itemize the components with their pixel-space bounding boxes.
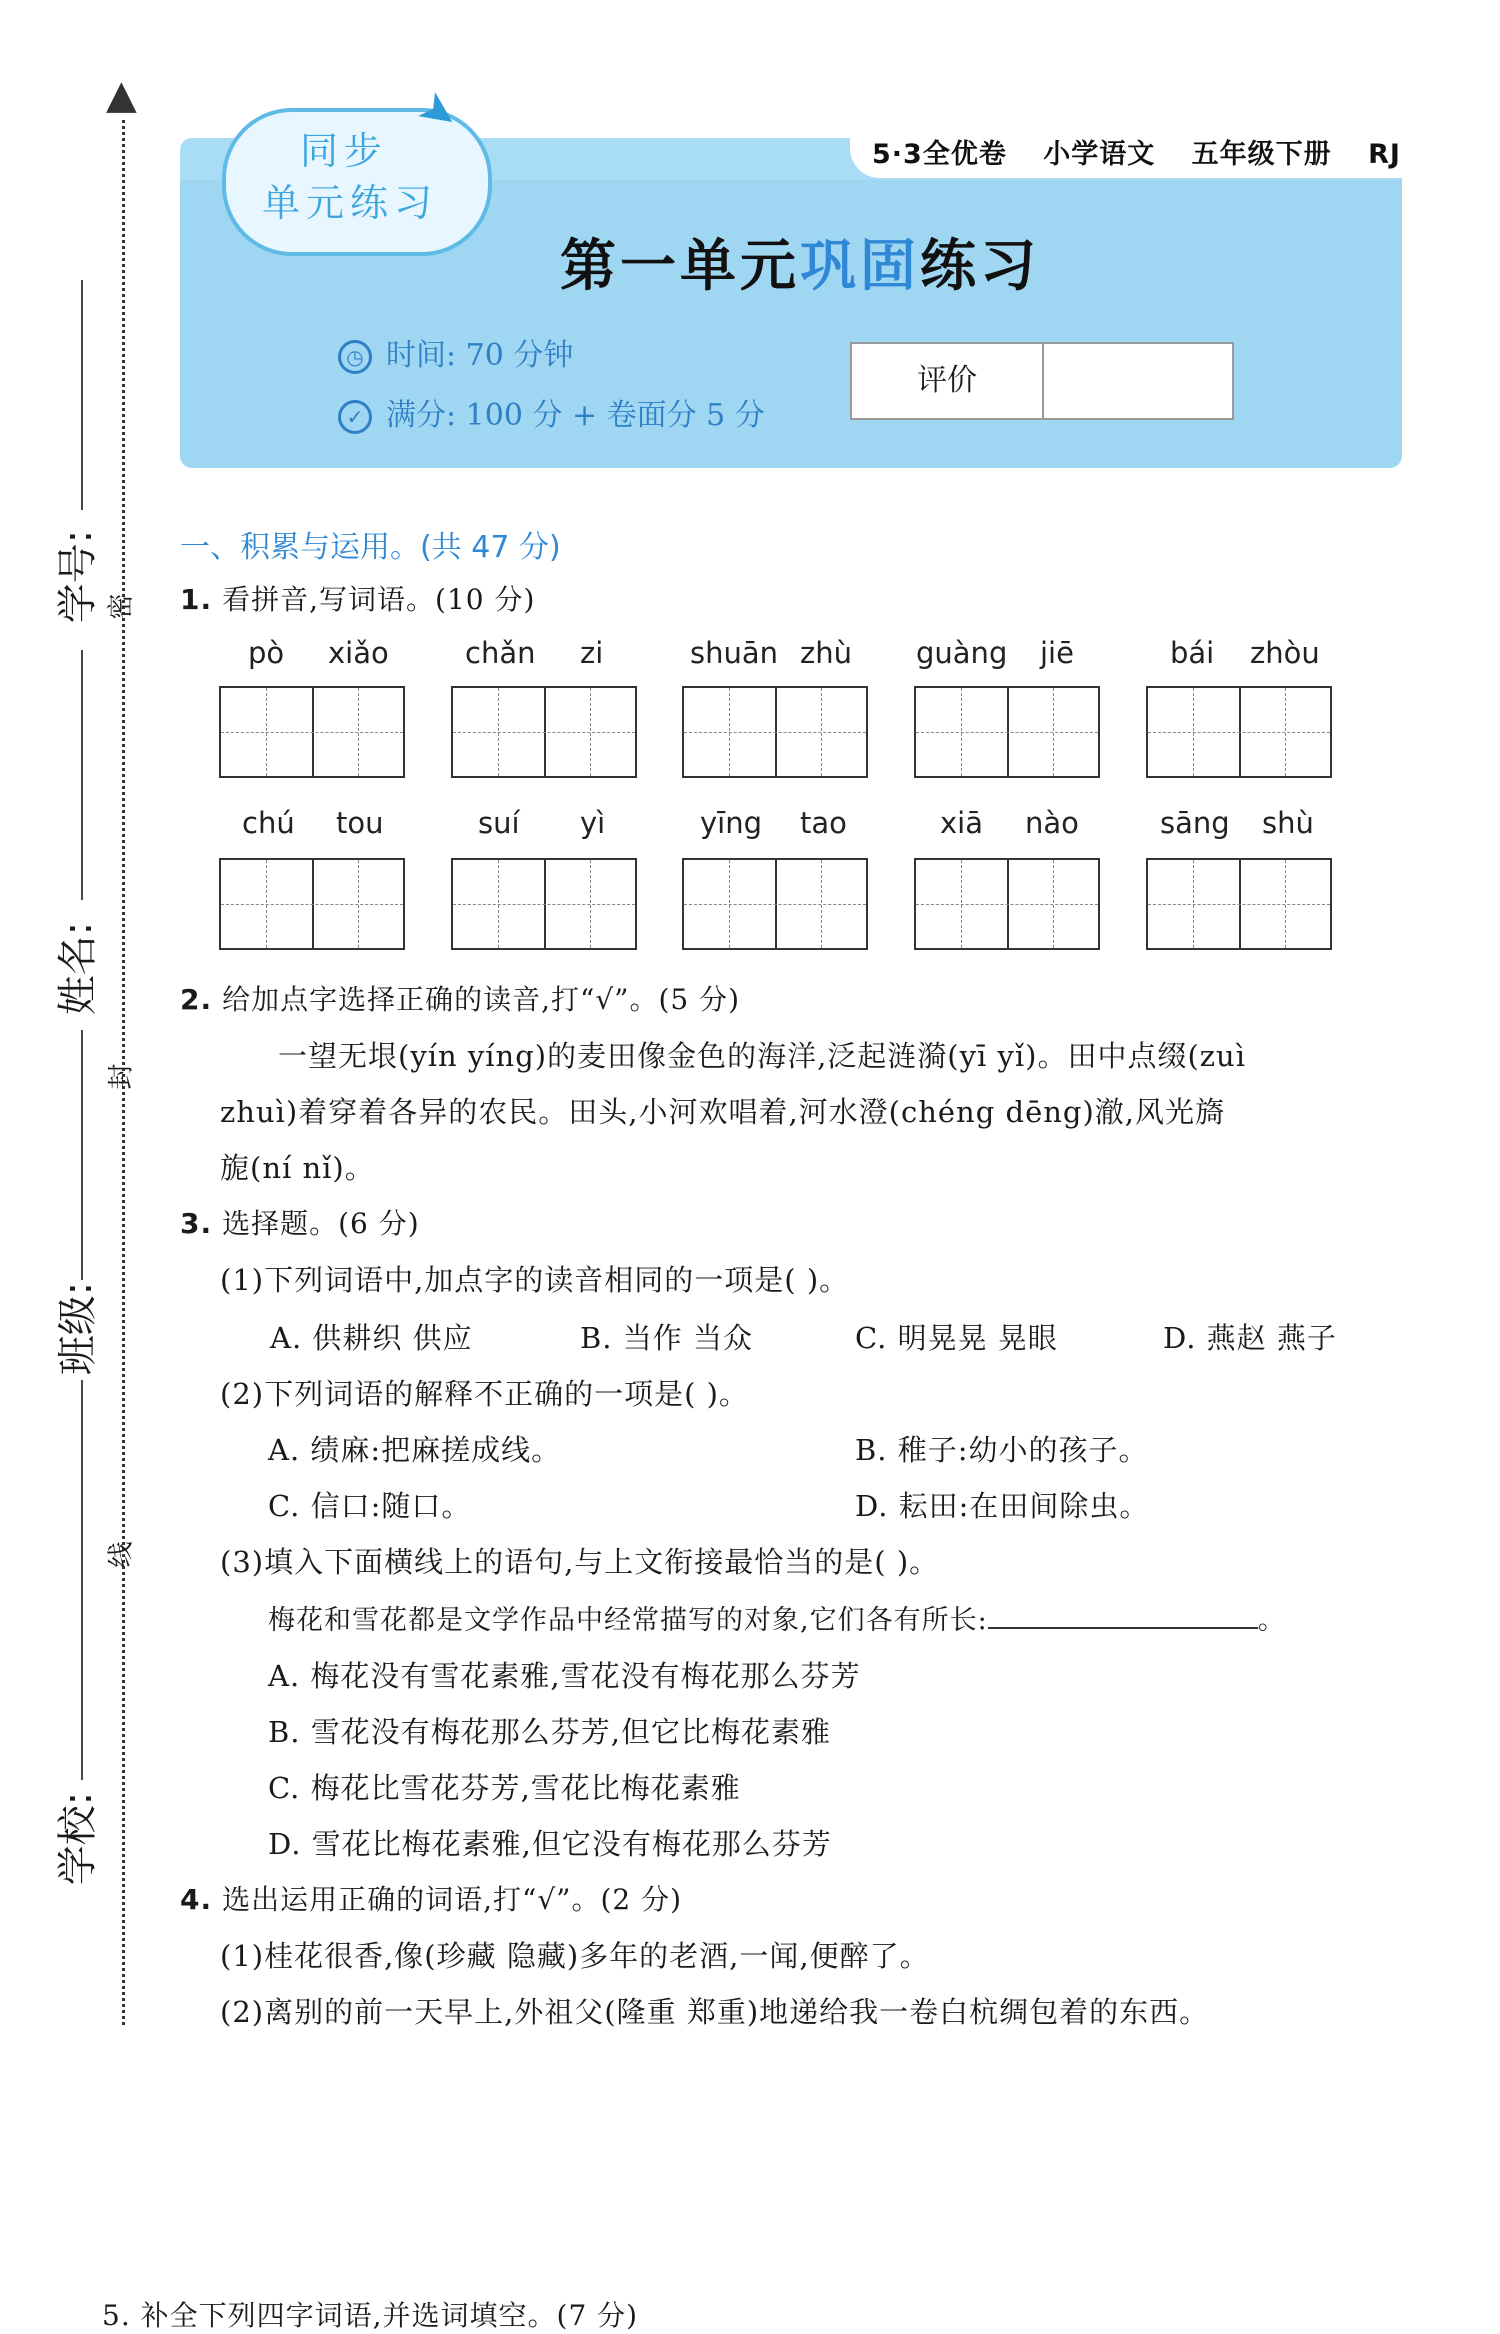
- q3-sub3-stem-text: 梅花和雪花都是文学作品中经常描写的对象,它们各有所长:: [268, 1605, 988, 1636]
- brand-subject: 小学语文: [1043, 139, 1156, 170]
- q2-text: 给加点字选择正确的读音,打“√”。(5 分): [222, 983, 741, 1016]
- q2-paragraph-line: 一望无垠(yín yíng)的麦田像金色的海洋,泛起涟漪(yī yǐ)。田中点缀(zuì: [278, 1039, 1247, 1073]
- evaluation-box: [850, 342, 1234, 420]
- pinyin-6a: chú: [242, 806, 295, 840]
- q2-paragraph-line: zhuì)着穿着各异的农民。田头,小河欢唱着,河水澄(chéng dēng)澈,风光旖: [220, 1095, 1226, 1129]
- score-info: [338, 390, 765, 434]
- q3-sub1-option-c[interactable]: C. 明晃晃 晃眼: [855, 1321, 1058, 1355]
- pinyin-3a: shuān: [690, 636, 779, 670]
- q3-sub1-option-a[interactable]: A. 供耕织 供应: [270, 1321, 473, 1355]
- pinyin-1b: xiǎo: [328, 636, 389, 670]
- brand-grade: 五年级下册: [1191, 139, 1332, 170]
- question-3: [180, 1202, 420, 1242]
- check-icon: ✓: [338, 400, 372, 434]
- pinyin-4b: jiē: [1040, 636, 1074, 670]
- q3-sub3-option-a[interactable]: A. 梅花没有雪花素雅,雪花没有梅花那么芬芳: [268, 1659, 861, 1693]
- question-1: [180, 578, 535, 618]
- rocket-badge-icon: ➤: [407, 77, 471, 145]
- q4-number: 4.: [180, 1883, 213, 1916]
- q4-sub1: (1)桂花很香,像(珍藏 隐藏)多年的老酒,一闻,便醉了。: [220, 1939, 930, 1973]
- q2-paragraph-line: 旎(ní nǐ)。: [220, 1151, 375, 1185]
- seal-char-mi: 密: [106, 593, 137, 620]
- q3-sub1-option-b[interactable]: B. 当作 当众: [580, 1321, 753, 1355]
- pinyin-10b: shù: [1262, 806, 1314, 840]
- name-rule: [81, 650, 83, 900]
- badge-line2: 单元练习: [262, 181, 439, 225]
- class-rule-2: [81, 1380, 83, 1730]
- pinyin-2a: chǎn: [465, 636, 536, 670]
- pinyin-9b: nào: [1025, 806, 1079, 840]
- student-no-label: 学号:: [55, 529, 102, 624]
- pinyin-10a: sāng: [1160, 806, 1230, 840]
- q4-sub2: (2)离别的前一天早上,外祖父(隆重 郑重)地递给我一卷白杭绸包着的东西。: [220, 1995, 1210, 2029]
- writing-grid[interactable]: [914, 858, 1100, 950]
- writing-grid[interactable]: [914, 686, 1100, 778]
- class-rule: [81, 1030, 83, 1280]
- q3-sub3-stem: [268, 1598, 1286, 1637]
- question-4: [180, 1878, 682, 1918]
- writing-grid[interactable]: [451, 858, 637, 950]
- badge-line1: 同步: [300, 129, 389, 173]
- q3-number: 3.: [180, 1207, 213, 1240]
- time-text: 时间: 70 分钟: [386, 338, 574, 373]
- question-5: 5. 补全下列四字词语,并选词填空。(7 分): [102, 2299, 639, 2332]
- question-2: [180, 978, 740, 1018]
- q3-sub3-stem-end: 。: [1257, 1605, 1286, 1636]
- q3-sub2-option-b[interactable]: B. 稚子:幼小的孩子。: [855, 1433, 1149, 1467]
- writing-grid[interactable]: [451, 686, 637, 778]
- seal-char-xian: 线: [106, 1541, 137, 1568]
- page-title: [560, 222, 1040, 302]
- pinyin-5a: bái: [1170, 636, 1215, 670]
- title-part1: 第一单元: [560, 234, 800, 299]
- q3-sub3-option-b[interactable]: B. 雪花没有梅花那么芬芳,但它比梅花素雅: [268, 1715, 831, 1749]
- clock-icon: ◷: [338, 340, 372, 374]
- q3-sub1-option-d[interactable]: D. 燕赵 燕子: [1163, 1321, 1337, 1355]
- pinyin-8a: yīng: [700, 806, 763, 840]
- class-label: 班级:: [55, 1281, 102, 1376]
- writing-grid[interactable]: [219, 686, 405, 778]
- q4-text: 选出运用正确的词语,打“√”。(2 分): [222, 1883, 683, 1916]
- pinyin-8b: tao: [800, 806, 847, 840]
- q3-text: 选择题。(6 分): [222, 1207, 420, 1240]
- pinyin-1a: pò: [248, 636, 285, 670]
- seal-char-feng: 封: [106, 1063, 137, 1090]
- q2-number: 2.: [180, 983, 213, 1016]
- time-info: [338, 330, 573, 374]
- brand-series: 5·3全优卷: [872, 139, 1007, 170]
- writing-grid[interactable]: [1146, 858, 1332, 950]
- pinyin-9a: xiā: [940, 806, 983, 840]
- pinyin-3b: zhù: [800, 636, 852, 670]
- school-rule: [81, 1700, 83, 1780]
- pinyin-7a: suí: [478, 806, 520, 840]
- title-highlight: 巩固: [800, 234, 920, 299]
- q3-sub2-option-d[interactable]: D. 耘田:在田间除虫。: [855, 1489, 1150, 1523]
- writing-grid[interactable]: [1146, 686, 1332, 778]
- pinyin-2b: zi: [580, 636, 604, 670]
- pinyin-7b: yì: [580, 806, 606, 840]
- pinyin-6b: tou: [336, 806, 384, 840]
- q3-sub2-option-a[interactable]: A. 绩麻:把麻搓成线。: [268, 1433, 562, 1467]
- q3-sub3-option-c[interactable]: C. 梅花比雪花芬芳,雪花比梅花素雅: [268, 1771, 741, 1805]
- pinyin-4a: guàng: [916, 636, 1008, 670]
- q1-text: 看拼音,写词语。(10 分): [222, 583, 536, 616]
- q3-sub1: (1)下列词语中,加点字的读音相同的一项是( )。: [220, 1263, 850, 1297]
- school-label: 学校:: [55, 1791, 102, 1886]
- pinyin-5b: zhòu: [1250, 636, 1320, 670]
- brand-edition: RJ: [1368, 139, 1401, 170]
- name-label: 姓名:: [55, 921, 102, 1016]
- score-text: 满分: 100 分 + 卷面分 5 分: [386, 398, 765, 433]
- q3-sub2: (2)下列词语的解释不正确的一项是( )。: [220, 1377, 749, 1411]
- q1-number: 1.: [180, 583, 213, 616]
- writing-grid[interactable]: [682, 686, 868, 778]
- answer-blank[interactable]: [988, 1607, 1258, 1629]
- q3-sub3: (3)填入下面横线上的语句,与上文衔接最恰当的是( )。: [220, 1545, 940, 1579]
- writing-grid[interactable]: [682, 858, 868, 950]
- title-part2: 练习: [920, 234, 1040, 299]
- evaluation-label: 评价: [852, 344, 1044, 418]
- brand-line: [872, 132, 1427, 171]
- student-no-rule: [81, 280, 83, 510]
- rocket-icon: ▲: [106, 72, 137, 118]
- writing-grid[interactable]: [219, 858, 405, 950]
- q3-sub2-option-c[interactable]: C. 信口:随口。: [268, 1489, 472, 1523]
- q3-sub3-option-d[interactable]: D. 雪花比梅花素雅,但它没有梅花那么芬芳: [268, 1827, 832, 1861]
- section-heading: 一、积累与运用。(共 47 分): [180, 530, 561, 565]
